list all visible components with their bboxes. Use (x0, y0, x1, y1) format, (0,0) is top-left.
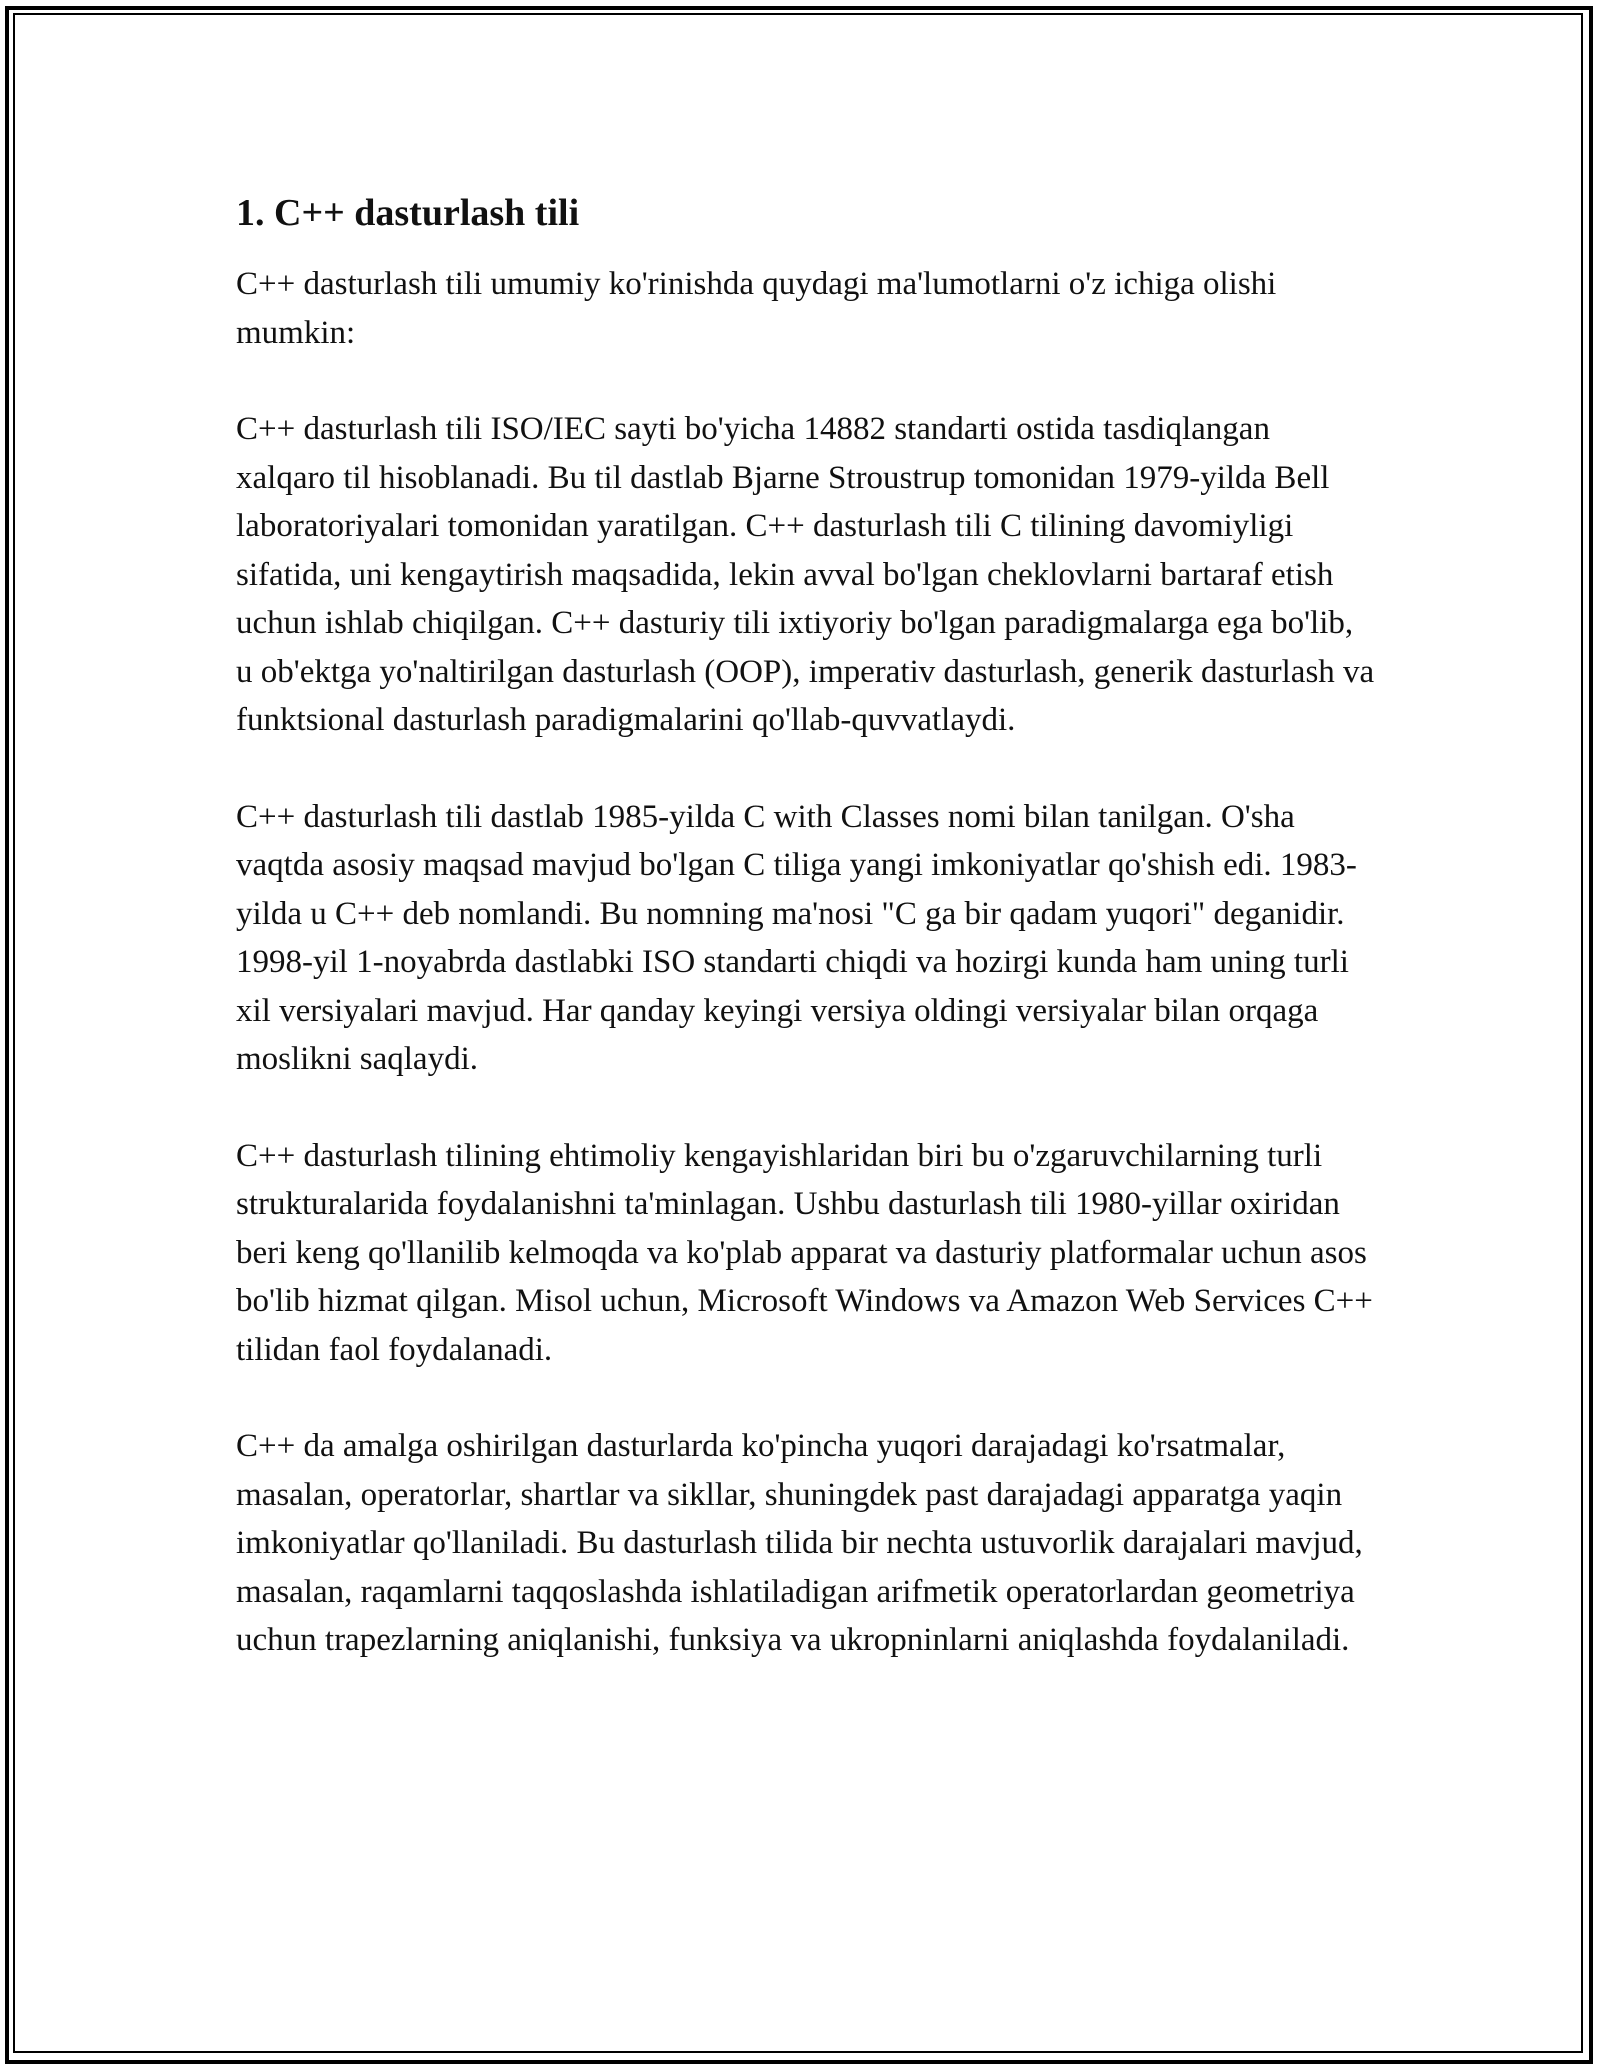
document-body (236, 186, 1376, 1713)
paragraph-naming-history: C++ dasturlash tili dastlab 1985-yilda C with Classes nomi bilan tanilgan. O'sha vaqtda asosiy maqsad mavjud bo'lgan C tiliga yangi imkoniyatlar qo'shish edi. 1983-yilda u C++ deb nomlandi. Bu nomning ma'nosi "C ga bir qadam yuqori" deganidir. 1998-yil 1-noyabrda dastlabki ISO standarti chiqdi va hozirgi kunda ham uning turli xil versiyalari mavjud. Har qanday keyingi versiya oldingi versiyalar bilan orqaga moslikni saqlaydi. (236, 798, 1357, 1077)
paragraph-standard-history: C++ dasturlash tili ISO/IEC sayti bo'yicha 14882 standarti ostida tasdiqlangan xalqaro til hisoblanadi. Bu til dastlab Bjarne Stroustrup tomonidan 1979-yilda Bell laboratoriyalari tomonidan yaratilgan. C++ dasturlash tili C tilining davomiyligi sifatida, uni kengaytirish maqsadida, lekin avval bo'lgan cheklovlarni bartaraf etish uchun ishlab chiqilgan. C++ dasturiy tili ixtiyoriy bo'lgan paradigmalarga ega bo'lib, u ob'ektga yo'naltirilgan dasturlash (OOP), imperativ dasturlash, generik dasturlash va funktsional dasturlash paradigmalarini qo'llab-quvvatlaydi. (236, 411, 1375, 738)
paragraph-intro: C++ dasturlash tili umumiy ko'rinishda quydagi ma'lumotlarni o'z ichiga olishi mumkin: (236, 266, 1277, 351)
paragraph-usage: C++ dasturlash tilining ehtimoliy kengayishlaridan biri bu o'zgaruvchilarning turli strukturalarida foydalanishni ta'minlagan. Ushbu dasturlash tili 1980-yillar oxiridan beri keng qo'llanilib kelmoqda va ko'plab apparat va dasturiy platformalar uchun asos bo'lib hizmat qilgan. Misol uchun, Microsoft Windows va Amazon Web Services C++ tilidan faol foydalanadi. (236, 1137, 1373, 1368)
section-heading: 1. C++ dasturlash tili (236, 192, 580, 234)
paragraph-features: C++ da amalga oshirilgan dasturlarda ko'pincha yuqori darajadagi ko'rsatmalar, masalan, operatorlar, shartlar va sikllar, shuningdek past darajadagi apparatga yaqin imkoniyatlar qo'llaniladi. Bu dasturlash tilida bir nechta ustuvorlik darajalari mavjud, masalan, raqamlarni taqqoslashda ishlatiladigan arifmetik operatorlardan geometriya uchun trapezlarning aniqlanishi, funksiya va ukropninlarni aniqlashda foydalaniladi. (236, 1428, 1363, 1658)
